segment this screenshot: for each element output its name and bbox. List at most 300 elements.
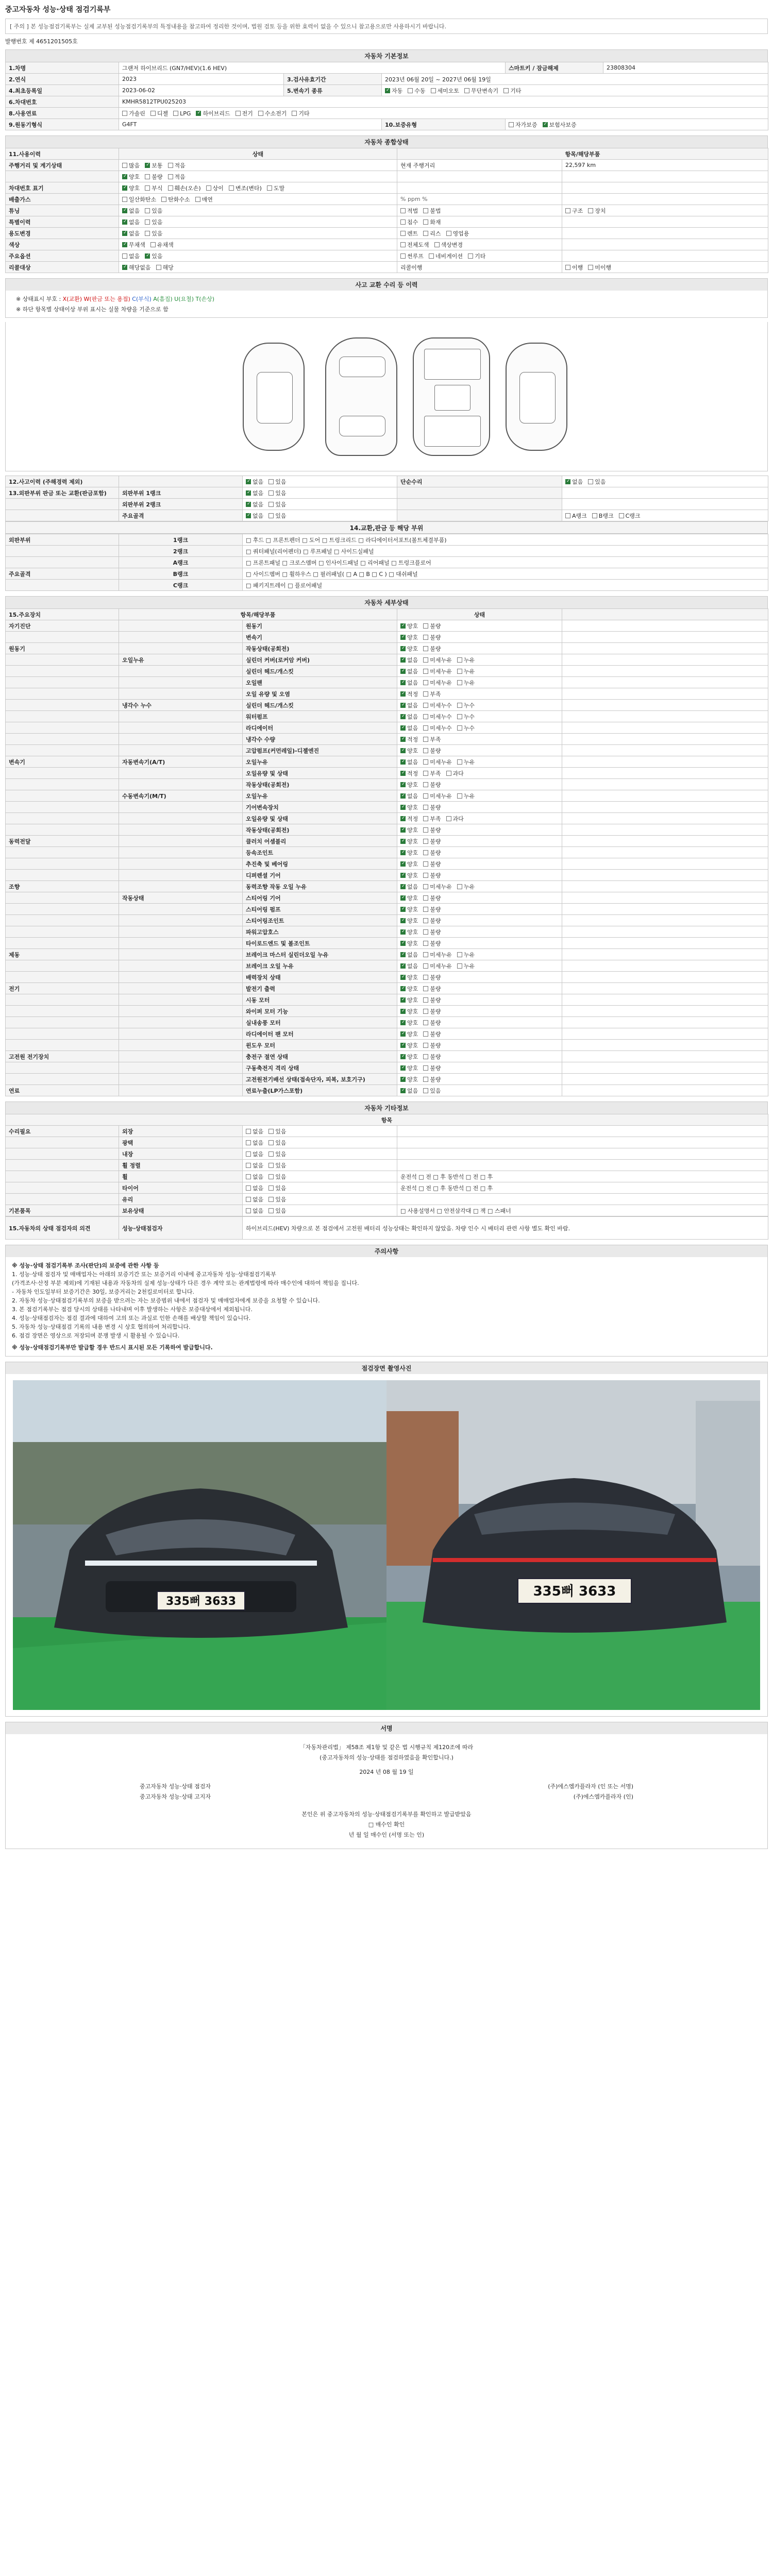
option-checkbox[interactable]: 전기	[236, 109, 253, 117]
detail-option[interactable]: 누유	[457, 883, 475, 891]
detail-option[interactable]: ✓ 양호	[400, 905, 418, 913]
checkbox-icon[interactable]	[145, 185, 150, 191]
checkbox-icon[interactable]	[457, 657, 462, 663]
checkbox-icon[interactable]	[423, 1020, 428, 1025]
checkbox-icon[interactable]	[457, 725, 462, 731]
checkbox-icon[interactable]	[423, 873, 428, 878]
checkbox-icon[interactable]	[423, 850, 428, 855]
overall-option[interactable]: ✓ 없음	[122, 218, 140, 226]
checkbox-icon[interactable]	[122, 163, 127, 168]
checkbox-icon[interactable]	[565, 479, 570, 484]
detail-option[interactable]: 불량	[423, 781, 441, 789]
other-option[interactable]: 없음	[246, 1127, 263, 1136]
checkbox-icon[interactable]	[268, 1174, 274, 1179]
detail-option[interactable]: ✓ 양호	[400, 826, 418, 834]
checkbox-icon[interactable]	[400, 657, 406, 663]
detail-option[interactable]: 미세누유	[423, 883, 452, 891]
checkbox-icon[interactable]	[122, 185, 127, 191]
checkbox-icon[interactable]	[423, 231, 428, 236]
detail-option[interactable]: 부족	[423, 815, 441, 823]
checkbox-icon[interactable]	[292, 111, 297, 116]
detail-option[interactable]: 불량	[423, 837, 441, 845]
detail-option[interactable]: 부족	[423, 769, 441, 777]
other-option[interactable]: 없음	[246, 1195, 263, 1204]
detail-option[interactable]: ✓ 양호	[400, 860, 418, 868]
checkbox-icon[interactable]	[400, 963, 406, 969]
checkbox-icon[interactable]	[468, 253, 473, 259]
checkbox-icon[interactable]	[246, 502, 251, 507]
other-option[interactable]: 없음	[246, 1173, 263, 1181]
overall-recall-option[interactable]: 이행	[565, 263, 583, 272]
accident-right-option[interactable]: B랭크	[592, 512, 614, 520]
checkbox-icon[interactable]	[236, 111, 241, 116]
overall-option[interactable]: 부식	[145, 184, 162, 192]
detail-option[interactable]: 누유	[457, 656, 475, 664]
overall-extra3-option[interactable]: 구조	[565, 207, 583, 215]
other-option[interactable]: 있음	[268, 1207, 286, 1215]
overall-option[interactable]: 불량	[145, 173, 162, 181]
checkbox-icon[interactable]	[400, 873, 406, 878]
detail-option[interactable]: ✓ 없음	[400, 724, 418, 732]
overall-extra-option[interactable]: 화재	[423, 218, 441, 226]
checkbox-icon[interactable]	[457, 669, 462, 674]
other-option[interactable]: 있음	[268, 1173, 286, 1181]
checkbox-icon[interactable]	[400, 714, 406, 719]
overall-option[interactable]: 없음	[122, 252, 140, 260]
checkbox-icon[interactable]	[122, 208, 127, 213]
checkbox-icon[interactable]	[400, 952, 406, 957]
other-option[interactable]: 있음	[268, 1139, 286, 1147]
checkbox-icon[interactable]	[400, 884, 406, 889]
detail-option[interactable]: 불량	[423, 645, 441, 653]
checkbox-icon[interactable]	[145, 253, 150, 259]
checkbox-icon[interactable]	[429, 253, 434, 259]
checkbox-icon[interactable]	[503, 88, 509, 93]
checkbox-icon[interactable]	[400, 816, 406, 821]
detail-option[interactable]: ✓ 없음	[400, 656, 418, 664]
checkbox-icon[interactable]	[145, 208, 150, 213]
other-option[interactable]: 있음	[268, 1150, 286, 1158]
checkbox-icon[interactable]	[423, 635, 428, 640]
detail-option[interactable]: 불량	[423, 1064, 441, 1072]
checkbox-icon[interactable]	[400, 219, 406, 225]
checkbox-icon[interactable]	[431, 88, 436, 93]
detail-option[interactable]: 불량	[423, 1007, 441, 1015]
checkbox-icon[interactable]	[145, 231, 150, 236]
overall-option[interactable]: 상이	[206, 184, 224, 192]
other-option[interactable]: 없음	[246, 1207, 263, 1215]
checkbox-icon[interactable]	[423, 737, 428, 742]
checkbox-icon[interactable]	[400, 703, 406, 708]
detail-option[interactable]: 불량	[423, 905, 441, 913]
detail-option[interactable]: 불량	[423, 928, 441, 936]
checkbox-icon[interactable]	[246, 1185, 251, 1191]
checkbox-icon[interactable]	[400, 691, 406, 697]
accident-option[interactable]: ✓ 없음	[246, 512, 263, 520]
checkbox-icon[interactable]	[173, 111, 178, 116]
checkbox-icon[interactable]	[423, 669, 428, 674]
checkbox-icon[interactable]	[423, 1088, 428, 1093]
checkbox-icon[interactable]	[168, 163, 173, 168]
checkbox-icon[interactable]	[400, 895, 406, 901]
checkbox-icon[interactable]	[400, 805, 406, 810]
detail-option[interactable]: 미세누수	[423, 724, 452, 732]
overall-option[interactable]: 도말	[267, 184, 284, 192]
detail-option[interactable]: ✓ 양호	[400, 871, 418, 879]
checkbox-icon[interactable]	[423, 1054, 428, 1059]
detail-option[interactable]: ✓ 적정	[400, 690, 418, 698]
checkbox-icon[interactable]	[423, 703, 428, 708]
checkbox-icon[interactable]	[457, 714, 462, 719]
checkbox-icon[interactable]	[122, 174, 127, 179]
detail-option[interactable]: ✓ 양호	[400, 1019, 418, 1027]
checkbox-icon[interactable]	[400, 907, 406, 912]
detail-option[interactable]: ✓ 양호	[400, 917, 418, 925]
overall-option[interactable]: 있음	[145, 207, 162, 215]
checkbox-icon[interactable]	[457, 963, 462, 969]
confirm-2[interactable]: □ 매수인 확인	[368, 1821, 405, 1828]
checkbox-icon[interactable]	[619, 513, 624, 518]
checkbox-icon[interactable]	[423, 771, 428, 776]
detail-option[interactable]: ✓ 양호	[400, 849, 418, 857]
checkbox-icon[interactable]	[446, 231, 451, 236]
detail-option[interactable]: 미세누유	[423, 679, 452, 687]
checkbox-icon[interactable]	[400, 1054, 406, 1059]
detail-option[interactable]: 불량	[423, 1053, 441, 1061]
checkbox-icon[interactable]	[423, 839, 428, 844]
checkbox-icon[interactable]	[268, 1163, 274, 1168]
checkbox-icon[interactable]	[268, 513, 274, 518]
checkbox-icon[interactable]	[446, 816, 451, 821]
option-checkbox[interactable]: 가솔린	[122, 109, 145, 117]
detail-option[interactable]: 누유	[457, 758, 475, 766]
overall-extra-option[interactable]: 기타	[468, 252, 485, 260]
checkbox-icon[interactable]	[457, 759, 462, 765]
checkbox-icon[interactable]	[206, 185, 211, 191]
checkbox-icon[interactable]	[423, 929, 428, 935]
checkbox-icon[interactable]	[150, 242, 156, 247]
detail-option[interactable]: ✓ 양호	[400, 985, 418, 993]
checkbox-icon[interactable]	[457, 703, 462, 708]
checkbox-icon[interactable]	[122, 242, 127, 247]
checkbox-icon[interactable]	[592, 513, 597, 518]
checkbox-icon[interactable]	[229, 185, 234, 191]
detail-option[interactable]: 부족	[423, 690, 441, 698]
checkbox-icon[interactable]	[400, 771, 406, 776]
detail-option[interactable]: 미세누유	[423, 758, 452, 766]
detail-option[interactable]: 누유	[457, 667, 475, 675]
checkbox-icon[interactable]	[400, 646, 406, 651]
overall-option[interactable]: 적음	[168, 173, 186, 181]
checkbox-icon[interactable]	[400, 1031, 406, 1037]
detail-option[interactable]: 과다	[446, 769, 464, 777]
checkbox-icon[interactable]	[400, 1065, 406, 1071]
detail-option[interactable]: ✓ 양호	[400, 1053, 418, 1061]
overall-extra-option[interactable]: 적법	[400, 207, 418, 215]
detail-option[interactable]: 불량	[423, 973, 441, 981]
detail-option[interactable]: 불량	[423, 1030, 441, 1038]
overall-option[interactable]: 매연	[195, 195, 213, 204]
option-checkbox[interactable]: 기타	[292, 109, 309, 117]
checkbox-icon[interactable]	[423, 782, 428, 787]
other-option[interactable]: 없음	[246, 1150, 263, 1158]
accident-option[interactable]: ✓ 없음	[246, 500, 263, 509]
checkbox-icon[interactable]	[423, 1009, 428, 1014]
checkbox-icon[interactable]	[400, 827, 406, 833]
detail-option[interactable]: 부족	[423, 735, 441, 743]
detail-option[interactable]: ✓ 양호	[400, 645, 418, 653]
checkbox-icon[interactable]	[446, 771, 451, 776]
detail-option[interactable]: ✓ 적정	[400, 815, 418, 823]
detail-option[interactable]: ✓ 양호	[400, 1030, 418, 1038]
checkbox-icon[interactable]	[246, 490, 251, 496]
detail-option[interactable]: ✓ 적정	[400, 769, 418, 777]
checkbox-icon[interactable]	[267, 185, 272, 191]
checkbox-icon[interactable]	[196, 111, 201, 116]
checkbox-icon[interactable]	[588, 208, 593, 213]
detail-option[interactable]: ✓ 양호	[400, 633, 418, 641]
checkbox-icon[interactable]	[423, 748, 428, 753]
checkbox-icon[interactable]	[246, 1174, 251, 1179]
detail-option[interactable]: ✓ 양호	[400, 1041, 418, 1049]
detail-option[interactable]: 미세누유	[423, 656, 452, 664]
accident-option[interactable]: ✓ 없음	[246, 478, 263, 486]
checkbox-icon[interactable]	[122, 231, 127, 236]
checkbox-icon[interactable]	[434, 242, 440, 247]
other-option[interactable]: 있음	[268, 1195, 286, 1204]
detail-option[interactable]: 미세누수	[423, 713, 452, 721]
detail-option[interactable]: ✓ 양호	[400, 622, 418, 630]
detail-option[interactable]: 미세누유	[423, 962, 452, 970]
checkbox-icon[interactable]	[246, 1129, 251, 1134]
checkbox-icon[interactable]	[150, 111, 156, 116]
detail-option[interactable]: 누유	[457, 951, 475, 959]
checkbox-icon[interactable]	[400, 737, 406, 742]
overall-option[interactable]: 해당	[156, 263, 174, 272]
checkbox-icon[interactable]	[464, 88, 469, 93]
overall-option[interactable]: ✓ 무채색	[122, 241, 145, 249]
checkbox-icon[interactable]	[246, 1197, 251, 1202]
checkbox-icon[interactable]	[122, 253, 127, 259]
other-option[interactable]: 없음	[246, 1139, 263, 1147]
detail-option[interactable]: 불량	[423, 1075, 441, 1083]
checkbox-icon[interactable]	[423, 941, 428, 946]
checkbox-icon[interactable]	[268, 479, 274, 484]
overall-extra-option[interactable]: 영업용	[446, 229, 469, 238]
detail-option[interactable]: ✓ 없음	[400, 701, 418, 709]
detail-option[interactable]: 불량	[423, 849, 441, 857]
detail-option[interactable]: 불량	[423, 871, 441, 879]
detail-option[interactable]: 불량	[423, 985, 441, 993]
other-option[interactable]: 없음	[246, 1184, 263, 1192]
checkbox-icon[interactable]	[400, 635, 406, 640]
checkbox-icon[interactable]	[423, 963, 428, 969]
checkbox-icon[interactable]	[258, 111, 263, 116]
detail-option[interactable]: 누수	[457, 724, 475, 732]
checkbox-icon[interactable]	[588, 265, 593, 270]
checkbox-icon[interactable]	[423, 997, 428, 1003]
overall-option[interactable]: ✓ 없음	[122, 229, 140, 238]
checkbox-icon[interactable]	[400, 242, 406, 247]
checkbox-icon[interactable]	[400, 1009, 406, 1014]
detail-option[interactable]: ✓ 양호	[400, 973, 418, 981]
checkbox-icon[interactable]	[565, 208, 570, 213]
checkbox-icon[interactable]	[400, 850, 406, 855]
overall-option[interactable]: ✓ 있음	[145, 252, 162, 260]
detail-option[interactable]: 있음	[423, 1087, 441, 1095]
checkbox-icon[interactable]	[145, 163, 150, 168]
checkbox-icon[interactable]	[400, 986, 406, 991]
detail-option[interactable]: 불량	[423, 860, 441, 868]
checkbox-icon[interactable]	[122, 265, 127, 270]
detail-option[interactable]: 누유	[457, 679, 475, 687]
detail-option[interactable]: ✓ 양호	[400, 939, 418, 947]
checkbox-icon[interactable]	[400, 861, 406, 867]
checkbox-icon[interactable]	[423, 895, 428, 901]
overall-option[interactable]: 많음	[122, 161, 140, 170]
checkbox-icon[interactable]	[400, 975, 406, 980]
option-checkbox[interactable]: 자가보증	[509, 121, 537, 129]
detail-option[interactable]: 누수	[457, 701, 475, 709]
overall-option[interactable]: 있음	[145, 229, 162, 238]
other-option[interactable]: 없음	[246, 1161, 263, 1170]
checkbox-icon[interactable]	[423, 827, 428, 833]
detail-option[interactable]: ✓ 양호	[400, 1075, 418, 1083]
checkbox-icon[interactable]	[268, 1129, 274, 1134]
option-checkbox[interactable]: 무단변속기	[464, 87, 498, 95]
checkbox-icon[interactable]	[122, 111, 127, 116]
checkbox-icon[interactable]	[246, 513, 251, 518]
overall-option[interactable]: 유채색	[150, 241, 174, 249]
checkbox-icon[interactable]	[246, 1163, 251, 1168]
checkbox-icon[interactable]	[122, 219, 127, 225]
detail-option[interactable]: ✓ 없음	[400, 962, 418, 970]
checkbox-icon[interactable]	[400, 1088, 406, 1093]
checkbox-icon[interactable]	[423, 1065, 428, 1071]
overall-recall-option[interactable]: 미이행	[588, 263, 611, 272]
detail-option[interactable]: ✓ 없음	[400, 758, 418, 766]
checkbox-icon[interactable]	[400, 929, 406, 935]
checkbox-icon[interactable]	[423, 1031, 428, 1037]
overall-extra-option[interactable]: 리스	[423, 229, 441, 238]
overall-option[interactable]: 훼손(오손)	[168, 184, 201, 192]
overall-extra-option[interactable]: 전체도색	[400, 241, 429, 249]
accident-right-option[interactable]: C랭크	[619, 512, 641, 520]
option-checkbox[interactable]: 수소전기	[258, 109, 287, 117]
detail-option[interactable]: ✓ 양호	[400, 747, 418, 755]
checkbox-icon[interactable]	[400, 231, 406, 236]
checkbox-icon[interactable]	[385, 88, 390, 93]
detail-option[interactable]: 미세누유	[423, 667, 452, 675]
detail-option[interactable]: ✓ 양호	[400, 996, 418, 1004]
checkbox-icon[interactable]	[423, 907, 428, 912]
checkbox-icon[interactable]	[246, 1140, 251, 1145]
detail-option[interactable]: 불량	[423, 939, 441, 947]
other-option[interactable]: 있음	[268, 1127, 286, 1136]
detail-option[interactable]: ✓ 양호	[400, 894, 418, 902]
overall-extra3-option[interactable]: 장치	[588, 207, 606, 215]
overall-option[interactable]: 적음	[168, 161, 186, 170]
overall-extra-option[interactable]: 침수	[400, 218, 418, 226]
detail-option[interactable]: 불량	[423, 917, 441, 925]
checkbox-icon[interactable]	[156, 265, 161, 270]
detail-option[interactable]: 미세누유	[423, 792, 452, 800]
detail-option[interactable]: 미세누수	[423, 701, 452, 709]
detail-option[interactable]: ✓ 양호	[400, 837, 418, 845]
detail-option[interactable]: ✓ 없음	[400, 792, 418, 800]
detail-option[interactable]: ✓ 없음	[400, 713, 418, 721]
option-checkbox[interactable]: ✓ 보험사보증	[543, 121, 577, 129]
checkbox-icon[interactable]	[423, 646, 428, 651]
checkbox-icon[interactable]	[423, 714, 428, 719]
checkbox-icon[interactable]	[145, 174, 150, 179]
checkbox-icon[interactable]	[423, 975, 428, 980]
checkbox-icon[interactable]	[457, 884, 462, 889]
checkbox-icon[interactable]	[423, 219, 428, 225]
other-option[interactable]: 있음	[268, 1161, 286, 1170]
overall-option[interactable]: ✓ 해당없음	[122, 263, 151, 272]
checkbox-icon[interactable]	[400, 941, 406, 946]
checkbox-icon[interactable]	[400, 680, 406, 685]
detail-option[interactable]: 불량	[423, 996, 441, 1004]
detail-option[interactable]: 누유	[457, 792, 475, 800]
checkbox-icon[interactable]	[268, 490, 274, 496]
checkbox-icon[interactable]	[423, 1043, 428, 1048]
detail-option[interactable]: 불량	[423, 803, 441, 811]
checkbox-icon[interactable]	[268, 1197, 274, 1202]
detail-option[interactable]: ✓ 없음	[400, 951, 418, 959]
overall-option[interactable]: ✓ 보통	[145, 161, 162, 170]
detail-option[interactable]: ✓ 양호	[400, 1007, 418, 1015]
checkbox-icon[interactable]	[423, 759, 428, 765]
checkbox-icon[interactable]	[423, 884, 428, 889]
checkbox-icon[interactable]	[400, 253, 406, 259]
checkbox-icon[interactable]	[400, 669, 406, 674]
checkbox-icon[interactable]	[423, 986, 428, 991]
checkbox-icon[interactable]	[423, 725, 428, 731]
checkbox-icon[interactable]	[400, 208, 406, 213]
overall-option[interactable]: 탄화수소	[161, 195, 190, 204]
accident-right-option[interactable]: ✓ 없음	[565, 478, 583, 486]
checkbox-icon[interactable]	[423, 208, 428, 213]
checkbox-icon[interactable]	[400, 1043, 406, 1048]
checkbox-icon[interactable]	[423, 1077, 428, 1082]
option-checkbox[interactable]: ✓ 자동	[385, 87, 402, 95]
checkbox-icon[interactable]	[457, 680, 462, 685]
checkbox-icon[interactable]	[565, 265, 570, 270]
detail-option[interactable]: ✓ 없음	[400, 883, 418, 891]
checkbox-icon[interactable]	[423, 680, 428, 685]
checkbox-icon[interactable]	[246, 1208, 251, 1213]
checkbox-icon[interactable]	[400, 793, 406, 799]
detail-option[interactable]: ✓ 양호	[400, 1064, 418, 1072]
checkbox-icon[interactable]	[168, 174, 173, 179]
overall-extra-option[interactable]: 네비게이션	[429, 252, 463, 260]
checkbox-icon[interactable]	[457, 793, 462, 799]
checkbox-icon[interactable]	[246, 1151, 251, 1157]
checkbox-icon[interactable]	[400, 782, 406, 787]
detail-option[interactable]: ✓ 없음	[400, 679, 418, 687]
checkbox-icon[interactable]	[400, 918, 406, 923]
checkbox-icon[interactable]	[543, 122, 548, 127]
detail-option[interactable]: 불량	[423, 826, 441, 834]
checkbox-icon[interactable]	[400, 725, 406, 731]
checkbox-icon[interactable]	[423, 805, 428, 810]
overall-extra-option[interactable]: 썬루프	[400, 252, 424, 260]
detail-option[interactable]: 불량	[423, 894, 441, 902]
overall-option[interactable]: 있음	[145, 218, 162, 226]
option-checkbox[interactable]: 기타	[503, 87, 521, 95]
